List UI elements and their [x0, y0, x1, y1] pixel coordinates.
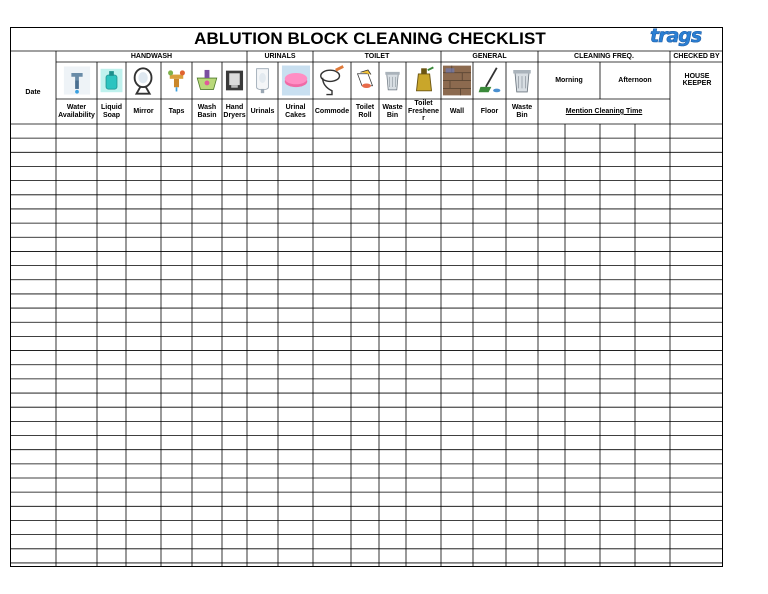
commode-icon	[317, 64, 347, 97]
column-label: Urinals	[250, 107, 275, 115]
mirror-icon	[129, 64, 159, 97]
checklist-sheet	[10, 27, 723, 567]
taps-icon	[163, 64, 190, 97]
freq-afternoon: Afternoon	[618, 76, 652, 84]
urinal-cake-icon	[281, 64, 311, 97]
urinal-icon	[249, 64, 276, 97]
column-label: Hand Dryers	[223, 104, 246, 119]
column-label: Wall	[449, 107, 465, 115]
page-title: ABLUTION BLOCK CLEANING CHECKLIST	[194, 29, 546, 49]
column-label: Floor	[480, 107, 499, 115]
column-label: Waste Bin	[511, 104, 533, 119]
group-handwash: HANDWASH	[130, 52, 173, 60]
column-label: Toilet Freshener	[407, 100, 440, 123]
water-tap-icon	[62, 64, 92, 97]
waste-bin-icon	[381, 64, 404, 97]
column-label: Urinal Cakes	[285, 104, 306, 119]
group-general: GENERAL	[472, 52, 507, 60]
date-header: Date	[25, 89, 41, 97]
freq-morning: Morning	[555, 76, 583, 84]
hand-dryer-icon	[224, 64, 245, 97]
column-label: Taps	[168, 107, 185, 115]
liquid-soap-icon	[99, 64, 124, 97]
column-label: Water Availability	[58, 104, 95, 119]
group-checked-by: CHECKED BY	[673, 52, 720, 60]
trags-logo: trags	[650, 25, 702, 47]
group-cleaning-freq: CLEANING FREQ.	[574, 52, 634, 60]
waste-bin-icon	[508, 64, 536, 97]
group-toilet: TOILET	[364, 52, 390, 60]
group-urinals: URINALS	[264, 52, 296, 60]
mop-icon	[475, 64, 504, 97]
wash-basin-icon	[194, 64, 220, 97]
toilet-freshener-icon	[409, 64, 439, 97]
column-label: Waste Bin	[382, 104, 403, 119]
column-label: Liquid Soap	[101, 104, 122, 119]
toilet-roll-icon	[353, 64, 377, 97]
column-label: Mirror	[133, 107, 154, 115]
column-label: Wash Basin	[197, 104, 217, 119]
mention-cleaning-time: Mention Cleaning Time	[565, 107, 643, 115]
house-keeper-label: HOUSE KEEPER	[682, 72, 712, 87]
column-label: Commode	[314, 107, 350, 115]
column-label: Toilet Roll	[355, 104, 375, 119]
wall-icon	[443, 64, 471, 97]
